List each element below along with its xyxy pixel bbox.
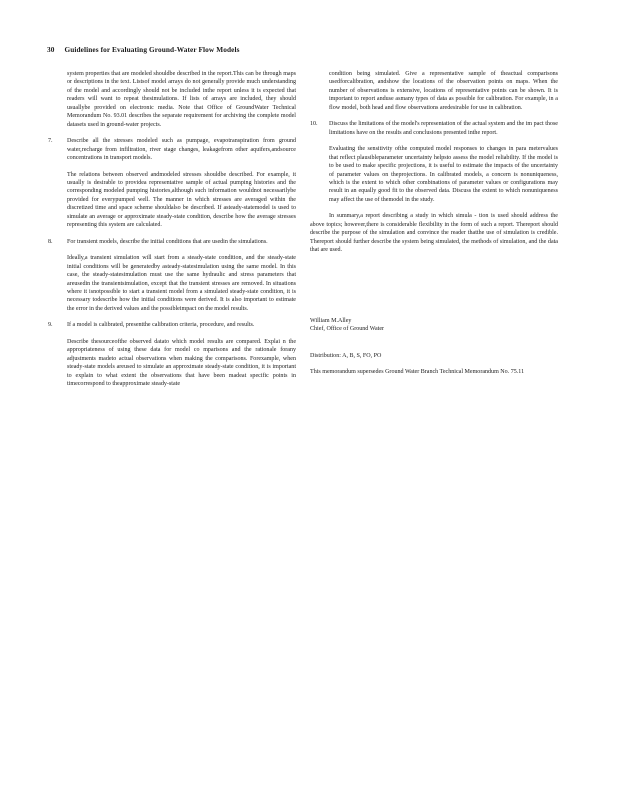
distribution-line: Distribution: A, B, S, FO, PO bbox=[310, 352, 382, 359]
running-header bbox=[47, 45, 240, 54]
signature-block bbox=[310, 317, 558, 334]
supersedes-note: This memorandum supersedes Ground Water Branch Technical Memorandum No. 75.11 bbox=[310, 368, 525, 375]
item-paragraph: Evaluating the sensitivity ofthe computed model responses to changes in para metervalues that reflect plausibleparameter uncertainty helpsto assess the model reliability. If the model is to be used to make specific projections, it is useful to estimate the impacts of the uncertainty of parameter values on theprojections. In calibrated models, a concern is nonuniqueness, which is the extent to which other combinations of parameter values or configurations may result in an equally good fit to the observed data. Discuss the extent to which nonuniqueness may affect the use of themodel in the study. bbox=[329, 146, 558, 203]
item-paragraph: Ideally,a transient simulation will start from a steady-state condition, and the steady-state initial conditions will be generatedby asteady-statesimulation using the same model. In this case, the steady-statesimulation must use the same hydraulic and stress parameters that areusedin the transientsimulation, except that the transient stresses are removed. In situations where it isnotpossible to start a transient model from a simulated steady-state condition, it is necessary todescribe how the initial conditions were derived. It is also important to estimate the error in the derived values and the possibleimpact on the model results. bbox=[67, 255, 296, 312]
item-paragraph: Describe thesourceofthe observed datato which model results are compared. Explai n the appropriateness of using these data for model co mparisons and the rationale forany adjustments madeto actual observations when making the comparisons. Forexample, when steady-state models areused to simulate an approximate steady-state condition, it is important to explain to what extent the observations that have been madeat specific points in timecorrespond to theapproximate steady-state bbox=[67, 338, 296, 388]
item-text: Describe all the stresses modeled such as pumpage, evapotranspiration from ground water,recharge from infiltration, river stage changes, leakagefrom other aquifers,andsource concentrations in transport models. bbox=[67, 138, 296, 162]
left-column bbox=[48, 70, 296, 397]
page-number: 30 bbox=[47, 45, 55, 54]
signature-title: Chief, Office of Ground Water bbox=[310, 326, 385, 333]
right-column bbox=[310, 70, 558, 384]
item-number: 7. bbox=[48, 138, 53, 145]
continued-paragraph: system properties that are modeled shouldbe described in the report.This can be through maps or descriptions in the text. Listsof model arrays do not generally provide much understanding of the model and accordingly should not be included inthe report unless it is expected that readers will want to repeat thesimulations. If lists of arrays are included, they should usuallybe provided on electronic media. Note that Office of GroundWater Technical Memorandum No. 93.01 describes the separate requirement for archiving the complete model datasets used in ground-water projects. bbox=[67, 71, 296, 128]
summary-paragraph: In summary,a report describing a study in which simula - tion is used should address the above topics; however,there is considerable flexibility in the form of such a report. Thereport should describe the purpose of the simulation and convince the reader thatthe use of simulation is credible. Thereport should further describe the system being simulated, the methods of simulation, and the data that are used. bbox=[310, 213, 558, 254]
item-paragraph: The relations between observed andmodeled stresses shouldbe described. For example, it usually is desirable to providea representative sample of actual pumping histories and the corresponding modeled pumping histories,although such information wouldnot necessarilybe provided for everypumped well. The manner in which stresses are averaged within the discretized time and space scheme shouldalso be described. If asteady-statemodel is used to simulate an average or approximate steady-state condition, describe how the average stresses representing this system are calculated. bbox=[67, 171, 296, 229]
signature-name: William M.Alley bbox=[310, 317, 352, 324]
item-text: For transient models, describe the initial conditions that are usedin the simulations. bbox=[67, 238, 268, 245]
list-item-10 bbox=[310, 120, 558, 204]
item-number: 9. bbox=[48, 322, 53, 329]
header-title: Guidelines for Evaluating Ground-Water Flow Models bbox=[64, 45, 240, 54]
item-number: 10. bbox=[310, 121, 318, 128]
list-item-8 bbox=[48, 238, 296, 314]
continued-paragraph: condition being simulated. Give a representative sample of theactual comparisons usedforcalibration, andshow the locations of the observation points on maps. When the number of observations is extensive, locations of representative points can be shown. It is important to report anduse asmany types of data as possible for calibration. For example, in a flow model, both head and flow observations aredesirable for use in calibration. bbox=[329, 71, 558, 111]
list-item-7 bbox=[48, 137, 296, 230]
item-text: If a model is calibrated, presentthe calibration criteria, procedure, and results. bbox=[67, 322, 255, 329]
list-item-9 bbox=[48, 321, 296, 388]
item-number: 8. bbox=[48, 238, 53, 245]
item-text: Discuss the limitations of the model's representation of the actual system and the im pact those limitations have on the results and conclusions presented inthe report. bbox=[329, 121, 558, 136]
